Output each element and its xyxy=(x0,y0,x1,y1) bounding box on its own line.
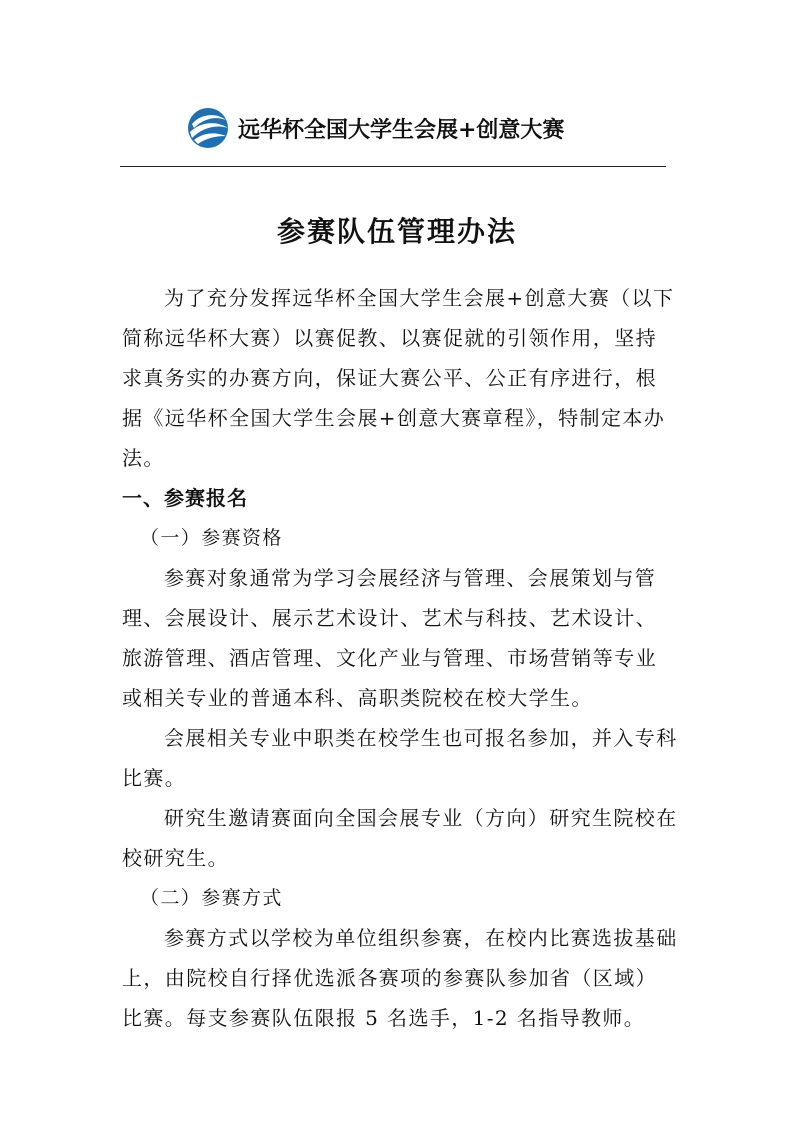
document-header xyxy=(120,98,666,168)
paragraph: 参赛对象通常为学习会展经济与管理、会展策划与管理、会展设计、展示艺术设计、艺术与科技、艺术设计、旅游管理、酒店管理、文化产业与管理、市场营销等专业或相关专业的普通本科、高职类院校在校大学生。 xyxy=(122,566,657,710)
logo-row xyxy=(186,106,564,150)
yuanhua-logo-icon xyxy=(186,106,230,150)
paragraph: 参赛方式以学校为单位组织参赛，在校内比赛选拔基础上，由院校自行择优选派各赛项的参赛队参加省（区域）比赛。每支参赛队伍限报 5 名选手，1-2 名指导教师。 xyxy=(122,926,678,1030)
document-title: 参赛队伍管理办法 xyxy=(276,215,517,248)
intro-paragraph: 为了充分发挥远华杯全国大学生会展+创意大赛（以下简称远华杯大赛）以赛促教、以赛促就的引领作用，坚持求真务实的办赛方向，保证大赛公平、公正有序进行，根据《远华杯全国大学生会展+创意大赛章程》，特制定本办法。 xyxy=(122,286,675,470)
paragraph: 会展相关专业中职类在校学生也可报名参加，并入专科比赛。 xyxy=(122,726,678,790)
section-heading: 一、参赛报名 xyxy=(122,486,248,510)
paragraph: 研究生邀请赛面向全国会展专业（方向）研究生院校在校研究生。 xyxy=(122,806,678,870)
document-body xyxy=(122,278,678,1038)
competition-name: 远华杯全国大学生会展+创意大赛 xyxy=(238,116,565,143)
header-divider xyxy=(120,166,666,167)
subsection-heading: （二）参赛方式 xyxy=(140,887,283,909)
subsection-heading: （一）参赛资格 xyxy=(140,527,283,549)
